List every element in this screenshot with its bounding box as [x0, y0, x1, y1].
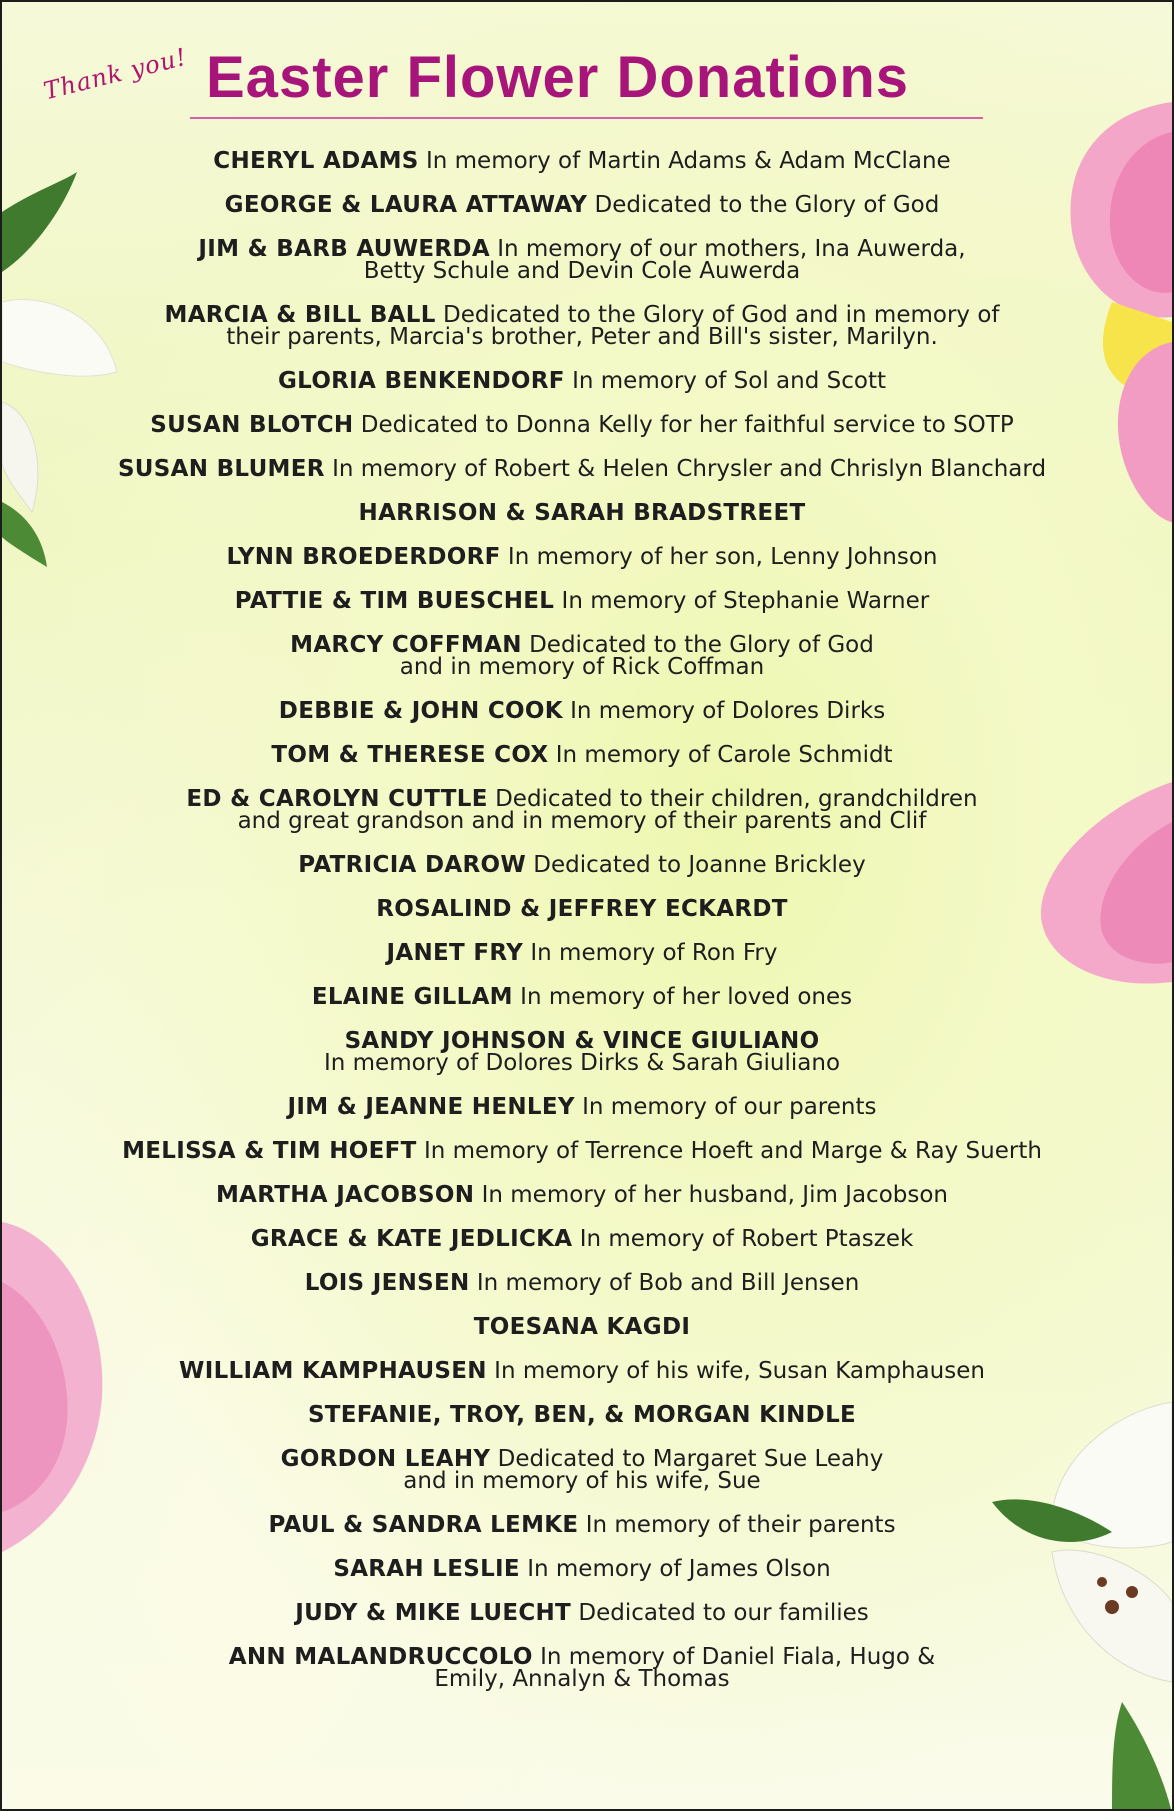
- list-item: [82, 1184, 1082, 1228]
- donor-name: JIM & JEANNE HENLEY: [287, 1094, 575, 1120]
- list-item: [82, 634, 1082, 700]
- dedication-continued: their parents, Marcia's brother, Peter and Bill's sister, Marilyn.: [226, 324, 938, 350]
- list-item: [82, 854, 1082, 898]
- donor-name: JUDY & MIKE LUECHT: [295, 1600, 572, 1626]
- dedication: Dedicated to the Glory of God: [594, 192, 940, 218]
- donor-name: CHERYL ADAMS: [213, 148, 419, 174]
- list-item: [82, 1646, 1082, 1712]
- donor-name: TOESANA KAGDI: [473, 1314, 691, 1340]
- donor-name: MARCIA & BILL BALL: [164, 302, 436, 328]
- list-item: [82, 590, 1082, 634]
- dedication-continued: Betty Schule and Devin Cole Auwerda: [363, 258, 801, 284]
- dedication: In memory of her son, Lenny Johnson: [507, 544, 938, 570]
- donor-name: ED & CAROLYN CUTTLE: [186, 786, 488, 812]
- list-item: [82, 1404, 1082, 1448]
- donor-name: SANDY JOHNSON & VINCE GIULIANO: [344, 1028, 820, 1054]
- list-item: [82, 1140, 1082, 1184]
- dedication: In memory of Robert Ptaszek: [579, 1226, 914, 1252]
- dedication: In memory of our parents: [582, 1094, 877, 1120]
- donor-name: MARCY COFFMAN: [290, 632, 522, 658]
- donor-name: ROSALIND & JEFFREY ECKARDT: [376, 896, 788, 922]
- list-item: [82, 1514, 1082, 1558]
- donor-name: SUSAN BLUMER: [117, 456, 325, 482]
- dedication: In memory of Robert & Helen Chrysler and Chrislyn Blanchard: [332, 456, 1047, 482]
- donor-name: GORDON LEAHY: [280, 1446, 491, 1472]
- list-item: [82, 502, 1082, 546]
- donor-name: GLORIA BENKENDORF: [278, 368, 565, 394]
- list-item: [82, 304, 1082, 370]
- list-item: [82, 370, 1082, 414]
- list-item: [82, 1228, 1082, 1272]
- dedication-continued: and in memory of his wife, Sue: [403, 1468, 761, 1494]
- donor-name: LOIS JENSEN: [304, 1270, 470, 1296]
- dedication: In memory of Stephanie Warner: [561, 588, 930, 614]
- list-item: [82, 788, 1082, 854]
- donor-name: ELAINE GILLAM: [311, 984, 513, 1010]
- dedication: In memory of Ron Fry: [530, 940, 778, 966]
- donor-name: DEBBIE & JOHN COOK: [278, 698, 563, 724]
- dedication: Dedicated to the Glory of God and in memory of: [442, 302, 1000, 328]
- list-item: [82, 1316, 1082, 1360]
- donor-name: SARAH LESLIE: [333, 1556, 520, 1582]
- list-item: [82, 986, 1082, 1030]
- list-item: [82, 150, 1082, 194]
- donor-name: ANN MALANDRUCCOLO: [228, 1644, 533, 1670]
- donor-name: LYNN BROEDERDORF: [226, 544, 501, 570]
- list-item: [82, 546, 1082, 590]
- dedication: In memory of Bob and Bill Jensen: [476, 1270, 860, 1296]
- donor-name: PATRICIA DAROW: [298, 852, 526, 878]
- list-item: [82, 1360, 1082, 1404]
- dedication: In memory of Sol and Scott: [572, 368, 886, 394]
- list-item: [82, 1602, 1082, 1646]
- dedication: Dedicated to Joanne Brickley: [533, 852, 866, 878]
- donor-name: TOM & THERESE COX: [271, 742, 549, 768]
- dedication: In memory of their parents: [585, 1512, 896, 1538]
- dedication: Dedicated to their children, grandchildren: [495, 786, 978, 812]
- page-title: Easter Flower Donations: [206, 45, 910, 110]
- list-item: [82, 1558, 1082, 1602]
- dedication: In memory of Dolores Dirks: [570, 698, 886, 724]
- dedication: In memory of Martin Adams & Adam McClane: [425, 148, 951, 174]
- list-item: [82, 238, 1082, 304]
- donor-name: GEORGE & LAURA ATTAWAY: [224, 192, 588, 218]
- donor-name: MELISSA & TIM HOEFT: [122, 1138, 417, 1164]
- donor-name: PAUL & SANDRA LEMKE: [268, 1512, 579, 1538]
- donor-name: SUSAN BLOTCH: [150, 412, 354, 438]
- dedication: Dedicated to Donna Kelly for her faithful service to SOTP: [360, 412, 1014, 438]
- donor-name: GRACE & KATE JEDLICKA: [250, 1226, 573, 1252]
- donor-name: STEFANIE, TROY, BEN, & MORGAN KINDLE: [307, 1402, 857, 1428]
- list-item: [82, 194, 1082, 238]
- dedication: In memory of our mothers, Ina Auwerda,: [497, 236, 966, 262]
- list-item: [82, 1448, 1082, 1514]
- list-item: [82, 1096, 1082, 1140]
- donor-name: MARTHA JACOBSON: [215, 1182, 475, 1208]
- dedication: Dedicated to the Glory of God: [529, 632, 874, 658]
- dedication: In memory of James Olson: [527, 1556, 831, 1582]
- dedication: In memory of Carole Schmidt: [555, 742, 893, 768]
- dedication-continued: and great grandson and in memory of their parents and Clif: [237, 808, 927, 834]
- list-item: [82, 458, 1082, 502]
- dedication: In memory of her loved ones: [520, 984, 853, 1010]
- dedication: In memory of her husband, Jim Jacobson: [481, 1182, 949, 1208]
- list-item: [82, 1272, 1082, 1316]
- list-item: [82, 700, 1082, 744]
- donor-name: WILLIAM KAMPHAUSEN: [179, 1358, 487, 1384]
- list-item: [82, 898, 1082, 942]
- list-item: [82, 414, 1082, 458]
- dedication-continued: In memory of Dolores Dirks & Sarah Giuliano: [323, 1050, 841, 1076]
- donor-name: JIM & BARB AUWERDA: [198, 236, 490, 262]
- list-item: [82, 1030, 1082, 1096]
- donor-list: [82, 150, 1082, 1712]
- donor-name: PATTIE & TIM BUESCHEL: [234, 588, 555, 614]
- donor-name: HARRISON & SARAH BRADSTREET: [358, 500, 806, 526]
- dedication: Dedicated to our families: [578, 1600, 869, 1626]
- dedication: In memory of his wife, Susan Kamphausen: [494, 1358, 985, 1384]
- dedication-continued: Emily, Annalyn & Thomas: [434, 1666, 730, 1692]
- header: [38, 42, 1038, 122]
- dedication-continued: and in memory of Rick Coffman: [399, 654, 765, 680]
- dedication: In memory of Terrence Hoeft and Marge & Ray Suerth: [423, 1138, 1042, 1164]
- thank-you-script: Thank you!: [40, 42, 190, 106]
- list-item: [82, 942, 1082, 986]
- list-item: [82, 744, 1082, 788]
- dedication: Dedicated to Margaret Sue Leahy: [497, 1446, 884, 1472]
- donor-name: JANET FRY: [386, 940, 524, 966]
- title-divider: [190, 117, 983, 119]
- dedication: In memory of Daniel Fiala, Hugo &: [540, 1644, 936, 1670]
